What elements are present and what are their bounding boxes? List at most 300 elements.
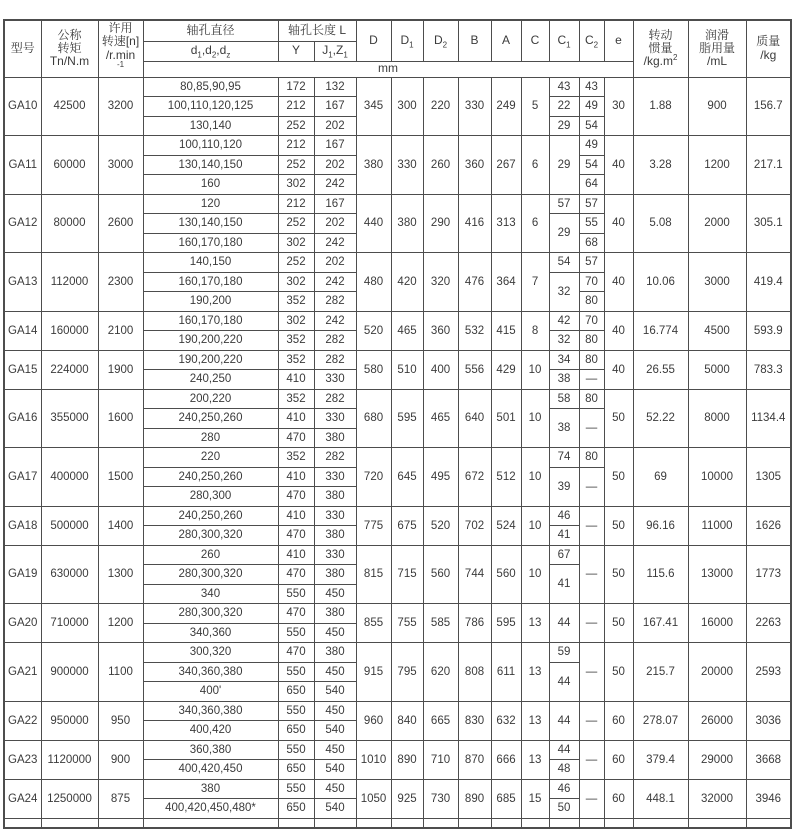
bore-cell: 400,420 xyxy=(143,721,278,741)
dim-D1-cell: 840 xyxy=(391,701,423,740)
empty-cell xyxy=(314,818,356,828)
inertia-cell: 69 xyxy=(633,448,688,507)
dim-D1-cell: 380 xyxy=(391,194,423,253)
dim-D2-cell: 290 xyxy=(423,194,458,253)
dim-C1-cell: 59 xyxy=(549,643,579,663)
bore-cell: 300,320 xyxy=(143,643,278,663)
empty-cell xyxy=(549,818,579,828)
dim-e-cell: 50 xyxy=(604,643,633,702)
model-cell: GA18 xyxy=(4,506,41,545)
bore-cell: 120 xyxy=(143,194,278,214)
dim-e-cell: 30 xyxy=(604,77,633,136)
dim-e-cell: 40 xyxy=(604,311,633,350)
table-row xyxy=(4,350,791,370)
dim-D1-cell: 595 xyxy=(391,389,423,448)
col-header-bore-sub: $d_1,d_2,d_z$ xyxy=(143,41,278,61)
grease-cell: 5000 xyxy=(688,350,746,389)
table-row xyxy=(4,311,791,331)
dim-C2-cell: 64 xyxy=(579,175,604,195)
bore-cell: 240,250,260 xyxy=(143,506,278,526)
length-y-cell: 550 xyxy=(278,740,314,760)
dim-C1-cell: 22 xyxy=(549,97,579,117)
dim-e-cell: 40 xyxy=(604,194,633,253)
bore-cell: 340,360,380 xyxy=(143,662,278,682)
table-row xyxy=(4,701,791,721)
dim-D2-cell: 360 xyxy=(423,311,458,350)
table-row xyxy=(4,545,791,565)
col-header-B: B xyxy=(458,20,491,61)
dim-C1-cell: 29 xyxy=(549,116,579,136)
speed-cell: 1300 xyxy=(98,545,143,604)
bore-cell: 240,250 xyxy=(143,370,278,390)
dim-C1-cell: 32 xyxy=(549,331,579,351)
dim-C1-cell: 43 xyxy=(549,77,579,97)
length-jz-cell: 242 xyxy=(314,233,356,253)
dim-C-cell: 8 xyxy=(521,311,549,350)
speed-cell: 1500 xyxy=(98,448,143,507)
dim-C1-cell: 34 xyxy=(549,350,579,370)
dim-C2-cell: — xyxy=(579,370,604,390)
dim-B-cell: 808 xyxy=(458,643,491,702)
speed-cell: 2600 xyxy=(98,194,143,253)
inertia-cell: 52.22 xyxy=(633,389,688,448)
bore-cell: 240,250,260 xyxy=(143,409,278,429)
dim-C1-cell: 32 xyxy=(549,272,579,311)
length-jz-cell: 330 xyxy=(314,467,356,487)
dim-C2-cell: 57 xyxy=(579,194,604,214)
bore-cell: 190,200 xyxy=(143,292,278,312)
mass-cell: 2593 xyxy=(746,643,791,702)
length-jz-cell: 380 xyxy=(314,487,356,507)
speed-cell: 1200 xyxy=(98,604,143,643)
bore-cell: 100,110,120,125 xyxy=(143,97,278,117)
length-jz-cell: 282 xyxy=(314,350,356,370)
grease-cell: 32000 xyxy=(688,779,746,818)
torque-cell: 710000 xyxy=(41,604,98,643)
col-header-C: C xyxy=(521,20,549,61)
empty-cell xyxy=(633,818,688,828)
empty-cell xyxy=(278,818,314,828)
mass-cell: 156.7 xyxy=(746,77,791,136)
dim-D-cell: 580 xyxy=(356,350,391,389)
dim-C2-cell: — xyxy=(579,409,604,448)
grease-cell: 8000 xyxy=(688,389,746,448)
length-jz-cell: 450 xyxy=(314,584,356,604)
speed-cell: 900 xyxy=(98,740,143,779)
bore-cell: 260 xyxy=(143,545,278,565)
length-y-cell: 470 xyxy=(278,565,314,585)
dim-B-cell: 870 xyxy=(458,740,491,779)
length-y-cell: 410 xyxy=(278,467,314,487)
model-cell: GA10 xyxy=(4,77,41,136)
torque-cell: 900000 xyxy=(41,643,98,702)
col-header-A: A xyxy=(491,20,521,61)
dim-e-cell: 40 xyxy=(604,136,633,195)
col-header-D1: $D_1$ xyxy=(391,20,423,61)
grease-cell: 4500 xyxy=(688,311,746,350)
dim-C1-cell: 29 xyxy=(549,136,579,195)
dim-D1-cell: 420 xyxy=(391,253,423,312)
dim-C2-cell: 80 xyxy=(579,331,604,351)
header-row-1 xyxy=(4,20,791,41)
dim-C1-cell: 48 xyxy=(549,760,579,780)
dim-C-cell: 10 xyxy=(521,350,549,389)
dim-D1-cell: 755 xyxy=(391,604,423,643)
speed-cell: 2300 xyxy=(98,253,143,312)
dim-D1-cell: 675 xyxy=(391,506,423,545)
col-header-model: 型号 xyxy=(4,20,41,77)
dim-C2-cell: — xyxy=(579,467,604,506)
dim-A-cell: 501 xyxy=(491,389,521,448)
length-jz-cell: 242 xyxy=(314,175,356,195)
inertia-cell: 278.07 xyxy=(633,701,688,740)
mass-cell: 1773 xyxy=(746,545,791,604)
table-row xyxy=(4,136,791,156)
dim-C-cell: 10 xyxy=(521,545,549,604)
dim-C2-cell: 54 xyxy=(579,155,604,175)
length-y-cell: 352 xyxy=(278,389,314,409)
length-y-cell: 470 xyxy=(278,526,314,546)
bore-cell: 400' xyxy=(143,682,278,702)
dim-D2-cell: 560 xyxy=(423,545,458,604)
dim-C-cell: 6 xyxy=(521,194,549,253)
dim-C1-cell: 67 xyxy=(549,545,579,565)
length-jz-cell: 380 xyxy=(314,565,356,585)
bore-cell: 190,200,220 xyxy=(143,331,278,351)
length-y-cell: 410 xyxy=(278,506,314,526)
length-jz-cell: 380 xyxy=(314,643,356,663)
dim-C2-cell: 55 xyxy=(579,214,604,234)
model-cell: GA22 xyxy=(4,701,41,740)
grease-cell: 3000 xyxy=(688,253,746,312)
speed-cell: 1100 xyxy=(98,643,143,702)
length-jz-cell: 540 xyxy=(314,721,356,741)
table-row xyxy=(4,740,791,760)
inertia-cell: 379.4 xyxy=(633,740,688,779)
dim-D-cell: 815 xyxy=(356,545,391,604)
speed-cell: 1900 xyxy=(98,350,143,389)
length-jz-cell: 242 xyxy=(314,272,356,292)
bore-cell: 280,300,320 xyxy=(143,604,278,624)
mass-cell: 305.1 xyxy=(746,194,791,253)
bore-cell: 280 xyxy=(143,428,278,448)
bore-cell: 220 xyxy=(143,448,278,468)
dim-C2-cell: 80 xyxy=(579,350,604,370)
dim-C2-cell: 49 xyxy=(579,136,604,156)
model-cell: GA17 xyxy=(4,448,41,507)
length-y-cell: 550 xyxy=(278,701,314,721)
length-jz-cell: 380 xyxy=(314,526,356,546)
col-header-bore-diameter: 轴孔直径 xyxy=(143,20,278,41)
dim-B-cell: 476 xyxy=(458,253,491,312)
dim-A-cell: 364 xyxy=(491,253,521,312)
dim-D2-cell: 730 xyxy=(423,779,458,818)
dim-D2-cell: 585 xyxy=(423,604,458,643)
dim-C2-cell: — xyxy=(579,506,604,545)
dim-C1-cell: 29 xyxy=(549,214,579,253)
dim-e-cell: 60 xyxy=(604,779,633,818)
length-y-cell: 470 xyxy=(278,604,314,624)
dim-A-cell: 666 xyxy=(491,740,521,779)
bore-cell: 340 xyxy=(143,584,278,604)
dim-C-cell: 13 xyxy=(521,701,549,740)
dim-C-cell: 6 xyxy=(521,136,549,195)
col-header-D: D xyxy=(356,20,391,61)
length-jz-cell: 540 xyxy=(314,799,356,819)
table-row xyxy=(4,643,791,663)
inertia-cell: 448.1 xyxy=(633,779,688,818)
empty-cell xyxy=(491,818,521,828)
grease-cell: 16000 xyxy=(688,604,746,643)
dim-C2-cell: 68 xyxy=(579,233,604,253)
bore-cell: 340,360,380 xyxy=(143,701,278,721)
model-cell: GA24 xyxy=(4,779,41,818)
torque-cell: 950000 xyxy=(41,701,98,740)
dim-D-cell: 480 xyxy=(356,253,391,312)
bore-cell: 200,220 xyxy=(143,389,278,409)
dim-C1-cell: 44 xyxy=(549,604,579,643)
dim-C2-cell: 43 xyxy=(579,77,604,97)
dim-C1-cell: 44 xyxy=(549,740,579,760)
length-y-cell: 550 xyxy=(278,584,314,604)
dim-D1-cell: 465 xyxy=(391,311,423,350)
bore-cell: 160 xyxy=(143,175,278,195)
mass-cell: 593.9 xyxy=(746,311,791,350)
torque-cell: 355000 xyxy=(41,389,98,448)
model-cell: GA13 xyxy=(4,253,41,312)
empty-cell xyxy=(143,818,278,828)
dim-D1-cell: 925 xyxy=(391,779,423,818)
dim-C2-cell: — xyxy=(579,643,604,702)
bore-cell: 160,170,180 xyxy=(143,272,278,292)
length-y-cell: 302 xyxy=(278,272,314,292)
length-jz-cell: 540 xyxy=(314,682,356,702)
empty-cell xyxy=(391,818,423,828)
col-header-inertia: 转动 惯量 $/kg.m^2$ xyxy=(633,20,688,77)
inertia-cell: 96.16 xyxy=(633,506,688,545)
dim-C-cell: 13 xyxy=(521,643,549,702)
grease-cell: 11000 xyxy=(688,506,746,545)
dim-D2-cell: 710 xyxy=(423,740,458,779)
grease-cell: 20000 xyxy=(688,643,746,702)
length-y-cell: 470 xyxy=(278,487,314,507)
torque-cell: 42500 xyxy=(41,77,98,136)
length-y-cell: 252 xyxy=(278,116,314,136)
mass-cell: 2263 xyxy=(746,604,791,643)
dim-C2-cell: — xyxy=(579,701,604,740)
length-y-cell: 302 xyxy=(278,233,314,253)
col-header-e: e xyxy=(604,20,633,61)
dim-B-cell: 830 xyxy=(458,701,491,740)
dim-D1-cell: 300 xyxy=(391,77,423,136)
length-jz-cell: 202 xyxy=(314,214,356,234)
length-jz-cell: 450 xyxy=(314,623,356,643)
dim-A-cell: 632 xyxy=(491,701,521,740)
dim-B-cell: 640 xyxy=(458,389,491,448)
empty-cell xyxy=(4,818,41,828)
inertia-cell: 3.28 xyxy=(633,136,688,195)
dim-D1-cell: 645 xyxy=(391,448,423,507)
mass-cell: 1626 xyxy=(746,506,791,545)
dim-D-cell: 775 xyxy=(356,506,391,545)
dim-C2-cell: — xyxy=(579,740,604,779)
model-cell: GA23 xyxy=(4,740,41,779)
dim-B-cell: 786 xyxy=(458,604,491,643)
empty-cell xyxy=(356,818,391,828)
empty-cell xyxy=(458,818,491,828)
bore-cell: 160,170,180 xyxy=(143,311,278,331)
length-jz-cell: 450 xyxy=(314,740,356,760)
table-row xyxy=(4,253,791,273)
model-cell: GA21 xyxy=(4,643,41,702)
dim-D1-cell: 795 xyxy=(391,643,423,702)
dim-C-cell: 7 xyxy=(521,253,549,312)
col-header-JZ: $J_1,Z_1$ xyxy=(314,41,356,61)
dim-A-cell: 267 xyxy=(491,136,521,195)
length-jz-cell: 330 xyxy=(314,370,356,390)
torque-cell: 1120000 xyxy=(41,740,98,779)
dim-C1-cell: 46 xyxy=(549,779,579,799)
dim-D2-cell: 220 xyxy=(423,77,458,136)
dim-D1-cell: 890 xyxy=(391,740,423,779)
bore-cell: 280,300 xyxy=(143,487,278,507)
table-row xyxy=(4,389,791,409)
length-y-cell: 650 xyxy=(278,799,314,819)
bore-cell: 340,360 xyxy=(143,623,278,643)
length-y-cell: 550 xyxy=(278,623,314,643)
empty-cell xyxy=(604,818,633,828)
col-header-speed: 许用 转速[n] /r.min $^{-1}$ xyxy=(98,20,143,77)
length-jz-cell: 330 xyxy=(314,506,356,526)
dim-e-cell: 50 xyxy=(604,545,633,604)
dim-C1-cell: 38 xyxy=(549,370,579,390)
dim-C-cell: 10 xyxy=(521,389,549,448)
dim-e-cell: 50 xyxy=(604,506,633,545)
dim-A-cell: 595 xyxy=(491,604,521,643)
empty-cell xyxy=(746,818,791,828)
dim-C1-cell: 50 xyxy=(549,799,579,819)
bore-cell: 240,250,260 xyxy=(143,467,278,487)
length-y-cell: 352 xyxy=(278,331,314,351)
length-jz-cell: 450 xyxy=(314,662,356,682)
col-header-mass: 质量 /kg xyxy=(746,20,791,77)
dim-B-cell: 702 xyxy=(458,506,491,545)
dim-A-cell: 313 xyxy=(491,194,521,253)
bore-cell: 400,420,450,480* xyxy=(143,799,278,819)
length-jz-cell: 167 xyxy=(314,194,356,214)
dim-D2-cell: 400 xyxy=(423,350,458,389)
dim-B-cell: 416 xyxy=(458,194,491,253)
dim-D-cell: 960 xyxy=(356,701,391,740)
length-jz-cell: 282 xyxy=(314,292,356,312)
dim-D2-cell: 320 xyxy=(423,253,458,312)
length-y-cell: 650 xyxy=(278,760,314,780)
coupling-spec-table xyxy=(3,19,792,829)
length-y-cell: 410 xyxy=(278,370,314,390)
length-jz-cell: 202 xyxy=(314,155,356,175)
length-jz-cell: 132 xyxy=(314,77,356,97)
torque-cell: 80000 xyxy=(41,194,98,253)
torque-cell: 400000 xyxy=(41,448,98,507)
length-jz-cell: 167 xyxy=(314,136,356,156)
bore-cell: 130,140,150 xyxy=(143,155,278,175)
dim-C-cell: 13 xyxy=(521,604,549,643)
mass-cell: 3668 xyxy=(746,740,791,779)
col-header-torque: 公称 转矩 Tn/N.m xyxy=(41,20,98,77)
dim-e-cell: 40 xyxy=(604,350,633,389)
bore-cell: 140,150 xyxy=(143,253,278,273)
table-row xyxy=(4,818,791,828)
inertia-cell: 10.06 xyxy=(633,253,688,312)
empty-cell xyxy=(98,818,143,828)
grease-cell: 29000 xyxy=(688,740,746,779)
dim-D2-cell: 260 xyxy=(423,136,458,195)
length-y-cell: 252 xyxy=(278,253,314,273)
dim-C1-cell: 41 xyxy=(549,565,579,604)
length-y-cell: 650 xyxy=(278,721,314,741)
dim-C2-cell: 80 xyxy=(579,292,604,312)
length-jz-cell: 242 xyxy=(314,311,356,331)
dim-C2-cell: 70 xyxy=(579,311,604,331)
bore-cell: 360,380 xyxy=(143,740,278,760)
dim-D1-cell: 510 xyxy=(391,350,423,389)
dim-A-cell: 512 xyxy=(491,448,521,507)
dim-C-cell: 15 xyxy=(521,779,549,818)
dim-D2-cell: 465 xyxy=(423,389,458,448)
length-jz-cell: 202 xyxy=(314,253,356,273)
table-header xyxy=(4,20,791,77)
length-y-cell: 410 xyxy=(278,409,314,429)
model-cell: GA15 xyxy=(4,350,41,389)
grease-cell: 1200 xyxy=(688,136,746,195)
dim-C1-cell: 74 xyxy=(549,448,579,468)
col-header-C2: $C_2$ xyxy=(579,20,604,61)
dim-e-cell: 60 xyxy=(604,740,633,779)
dim-D2-cell: 665 xyxy=(423,701,458,740)
dim-C2-cell: — xyxy=(579,545,604,604)
dim-D-cell: 380 xyxy=(356,136,391,195)
speed-cell: 3200 xyxy=(98,77,143,136)
dim-D2-cell: 495 xyxy=(423,448,458,507)
length-jz-cell: 202 xyxy=(314,116,356,136)
dim-C2-cell: 80 xyxy=(579,448,604,468)
dim-C2-cell: 57 xyxy=(579,253,604,273)
dim-e-cell: 50 xyxy=(604,448,633,507)
empty-cell xyxy=(579,818,604,828)
length-jz-cell: 450 xyxy=(314,779,356,799)
grease-cell: 2000 xyxy=(688,194,746,253)
dim-D-cell: 440 xyxy=(356,194,391,253)
inertia-cell: 215.7 xyxy=(633,643,688,702)
table-row xyxy=(4,779,791,799)
torque-cell: 224000 xyxy=(41,350,98,389)
bore-cell: 160,170,180 xyxy=(143,233,278,253)
dim-D-cell: 1010 xyxy=(356,740,391,779)
grease-cell: 13000 xyxy=(688,545,746,604)
inertia-cell: 1.88 xyxy=(633,77,688,136)
inertia-cell: 115.6 xyxy=(633,545,688,604)
grease-cell: 26000 xyxy=(688,701,746,740)
speed-cell: 1600 xyxy=(98,389,143,448)
model-cell: GA14 xyxy=(4,311,41,350)
dim-D1-cell: 330 xyxy=(391,136,423,195)
dim-D-cell: 680 xyxy=(356,389,391,448)
length-y-cell: 302 xyxy=(278,175,314,195)
length-jz-cell: 330 xyxy=(314,409,356,429)
dim-C1-cell: 42 xyxy=(549,311,579,331)
dim-A-cell: 685 xyxy=(491,779,521,818)
table-row xyxy=(4,448,791,468)
